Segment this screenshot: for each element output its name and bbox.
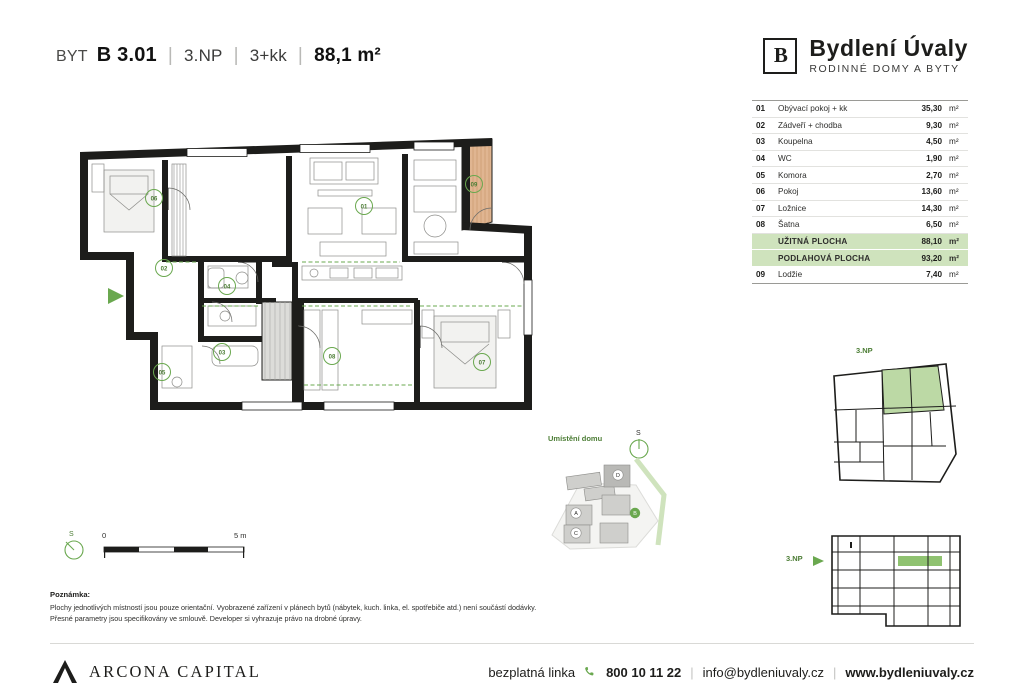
- hatched-wall-strip: [262, 302, 292, 380]
- room-unit: m²: [946, 150, 968, 167]
- table-row: [752, 167, 968, 184]
- brand-tagline: RODINNÉ DOMY A BYTY: [809, 63, 960, 76]
- room-area: 13,60: [906, 183, 946, 200]
- table-row: [752, 101, 968, 118]
- room-number: 02: [752, 117, 774, 134]
- svg-text:S: S: [636, 430, 641, 437]
- room-unit: m²: [946, 217, 968, 234]
- room-name: Ložnice: [774, 200, 906, 217]
- website-url[interactable]: www.bydleniuvaly.cz: [845, 664, 974, 680]
- scale-bar: [56, 528, 316, 568]
- compass-icon-situation: [630, 430, 648, 458]
- notes-line-1: Plochy jednotlivých místností jsou pouze orientační. Vyobrazené zařízení v plánech bytů (nábytek, kuch. linka, el. spotřebiče atd.) není součástí dodávky.: [50, 603, 537, 612]
- room-name: Pokoj: [774, 183, 906, 200]
- site-label-c-text: C: [574, 531, 578, 537]
- scale-max-label: 5 m: [234, 531, 247, 540]
- furniture-satna-08: [304, 310, 412, 390]
- total-unit: m²: [946, 250, 968, 267]
- room-unit: m²: [946, 183, 968, 200]
- room-name: Zádveří + chodba: [774, 117, 906, 134]
- room-area: 2,70: [906, 167, 946, 184]
- table-row: [752, 117, 968, 134]
- compass-icon: [65, 531, 83, 559]
- brand-mark-icon: B: [763, 38, 797, 74]
- furniture-komora-05: [162, 346, 192, 388]
- keyplan-section: [786, 530, 968, 645]
- total-unit: m²: [946, 233, 968, 250]
- room-area: 14,30: [906, 200, 946, 217]
- keyplan-floor-label: 3.NP: [856, 346, 873, 355]
- furniture-bedroom-06: [92, 164, 186, 256]
- total-spacer: [752, 233, 774, 250]
- footer-sep-2: |: [833, 664, 837, 680]
- keyplan-floor: [820, 346, 968, 493]
- svg-text:06: 06: [150, 196, 158, 203]
- furniture-kitchen: [208, 266, 402, 288]
- room-number: 03: [752, 134, 774, 151]
- svg-text:05: 05: [158, 370, 166, 377]
- email-address[interactable]: info@bydleniuvaly.cz: [702, 664, 825, 680]
- room-number: 09: [752, 266, 774, 283]
- total-value: 88,10: [906, 233, 946, 250]
- title-separator-3: |: [297, 45, 304, 66]
- situation-title: Umístění domu: [548, 434, 603, 443]
- notes-block: [50, 590, 690, 624]
- page-title: [56, 44, 381, 67]
- site-label-b-text: B: [633, 511, 637, 517]
- footer-divider: [50, 643, 974, 644]
- area-label: 88,1 m²: [314, 45, 381, 66]
- disposition-label: 3+kk: [249, 46, 287, 65]
- room-name: Lodžie: [774, 266, 906, 283]
- room-unit: m²: [946, 167, 968, 184]
- room-area: 6,50: [906, 217, 946, 234]
- table-row-total: [752, 233, 968, 250]
- scale-ticks: [104, 547, 244, 558]
- room-name: WC: [774, 150, 906, 167]
- arcona-mark-icon: [50, 658, 80, 686]
- table-row: [752, 217, 968, 234]
- room-unit: m²: [946, 266, 968, 283]
- furniture-bedroom-07: [422, 310, 510, 388]
- room-unit: m²: [946, 117, 968, 134]
- arcona-logo: [50, 658, 261, 686]
- room-area: 7,40: [906, 266, 946, 283]
- room-unit: m²: [946, 200, 968, 217]
- svg-text:07: 07: [478, 360, 486, 367]
- footer: [50, 652, 974, 692]
- table-row: [752, 266, 968, 283]
- room-number: 04: [752, 150, 774, 167]
- site-label-d-text: A: [574, 511, 578, 517]
- total-value: 93,20: [906, 250, 946, 267]
- phone-icon: [584, 666, 597, 679]
- room-tag-01: [356, 198, 373, 215]
- title-separator-1: |: [167, 45, 173, 66]
- room-area: 4,50: [906, 134, 946, 151]
- room-number: 07: [752, 200, 774, 217]
- room-number: 06: [752, 183, 774, 200]
- hotline-label: bezplatná linka: [488, 664, 576, 680]
- footer-contacts: [488, 665, 974, 680]
- phone-number[interactable]: 800 10 11 22: [606, 664, 682, 680]
- table-row: [752, 134, 968, 151]
- total-spacer: [752, 250, 774, 267]
- room-name: Šatna: [774, 217, 906, 234]
- unit-code: B 3.01: [96, 44, 157, 66]
- company-name: ARCONA CAPITAL: [89, 662, 262, 681]
- room-tag-04: [219, 278, 236, 295]
- entrance-arrow-icon: [108, 288, 124, 304]
- room-area: 35,30: [906, 101, 946, 118]
- situation-map: [540, 425, 690, 555]
- room-name: Komora: [774, 167, 906, 184]
- furniture-living-01: [308, 158, 458, 256]
- table-row: [752, 183, 968, 200]
- notes-line-2: Přesné parametry jsou specifikovány ve smlouvě. Developer si vyhrazuje právo na drobné úpravy.: [50, 614, 362, 624]
- section-outline: [832, 536, 960, 626]
- room-name: Koupelna: [774, 134, 906, 151]
- room-name: Obývací pokoj + kk: [774, 101, 906, 118]
- room-unit: m²: [946, 134, 968, 151]
- table-row: [752, 150, 968, 167]
- section-pointer-icon: [812, 555, 826, 567]
- room-area: 9,30: [906, 117, 946, 134]
- title-separator-2: |: [233, 45, 239, 66]
- svg-text:02: 02: [160, 266, 168, 273]
- svg-text:01: 01: [360, 204, 368, 211]
- table-row-total: [752, 250, 968, 267]
- room-unit: m²: [946, 101, 968, 118]
- svg-text:03: 03: [218, 350, 226, 357]
- room-number: 08: [752, 217, 774, 234]
- floor-label: 3.NP: [184, 46, 223, 65]
- keyplan-section-label: 3.NP: [786, 554, 803, 563]
- brand-name: Bydlení Úvaly: [809, 35, 968, 61]
- total-name: PODLAHOVÁ PLOCHA: [774, 250, 906, 267]
- room-table: [752, 100, 968, 284]
- svg-text:04: 04: [223, 284, 231, 291]
- notes-heading: Poznámka:: [50, 590, 91, 599]
- svg-text:09: 09: [470, 182, 478, 189]
- room-number: 05: [752, 167, 774, 184]
- floorplan-drawing: [62, 130, 602, 430]
- total-name: UŽITNÁ PLOCHA: [774, 233, 906, 250]
- site-label-a-text: D: [616, 473, 620, 479]
- table-row: [752, 200, 968, 217]
- brand-logo: [763, 36, 968, 75]
- svg-text:08: 08: [328, 354, 336, 361]
- section-highlight-floor: [898, 556, 942, 566]
- scale-zero-label: 0: [102, 531, 107, 540]
- svg-text:S: S: [69, 531, 74, 538]
- unit-label: BYT: [56, 48, 88, 65]
- room-number: 01: [752, 101, 774, 118]
- room-area: 1,90: [906, 150, 946, 167]
- footer-sep-1: |: [690, 664, 694, 680]
